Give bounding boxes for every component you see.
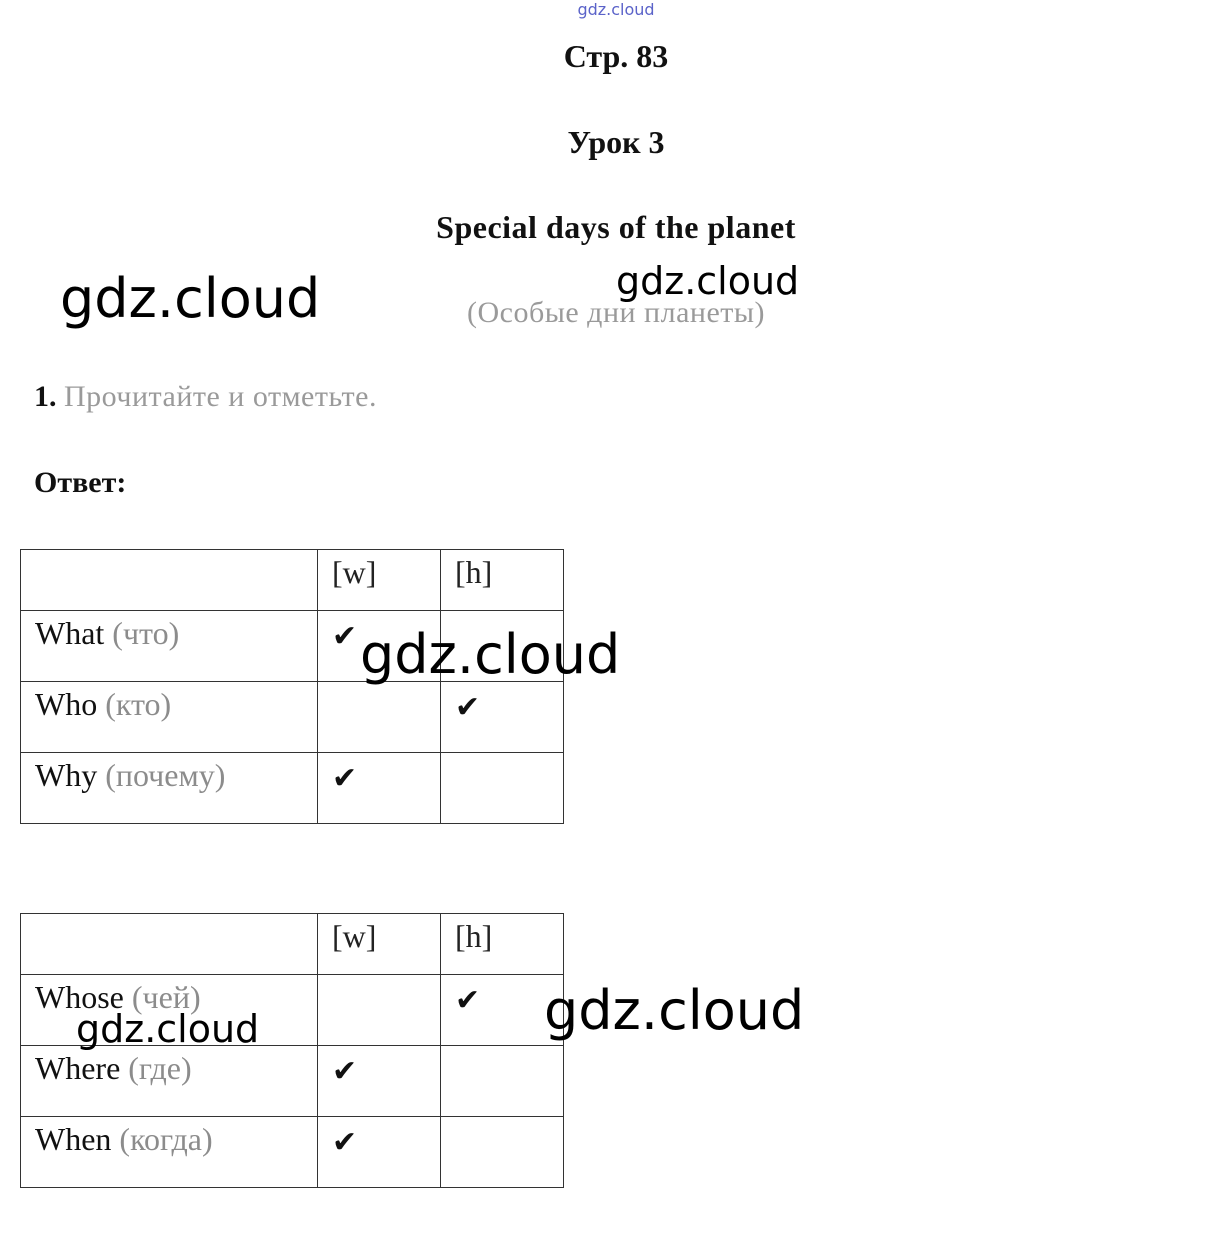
word-ru: (кто): [105, 686, 172, 722]
word-en: Who: [35, 686, 98, 722]
table-header-row: [21, 914, 564, 975]
sound-table-1: [20, 549, 564, 824]
task-instruction: [34, 380, 377, 414]
lesson-title: Урок 3: [567, 124, 665, 160]
w-cell: [318, 975, 441, 1046]
check-mark-icon: ✔: [455, 690, 481, 725]
task-number: 1.: [34, 380, 57, 413]
table-row: [21, 753, 564, 824]
word-ru: (почему): [105, 757, 226, 793]
check-mark-icon: ✔: [455, 983, 481, 1018]
word-cell: [21, 753, 318, 824]
check-mark-icon: ✔: [332, 761, 358, 796]
word-ru: (когда): [119, 1121, 213, 1157]
watermark: gdz.cloud: [60, 267, 321, 330]
topic-title: Special days of the planet: [436, 209, 796, 245]
word-en: Whose: [35, 979, 124, 1015]
h-cell: [441, 1117, 564, 1188]
check-mark-icon: ✔: [332, 1054, 358, 1089]
word-en: Why: [35, 757, 98, 793]
word-en: Where: [35, 1050, 121, 1086]
check-mark-icon: ✔: [332, 619, 358, 654]
watermark: gdz.cloud: [360, 623, 621, 686]
topic-translation: (Особые дни планеты): [466, 296, 766, 329]
table-row: [21, 682, 564, 753]
word-ru: (где): [128, 1050, 192, 1086]
check-mark-icon: [318, 975, 440, 983]
table-row: [21, 1117, 564, 1188]
header-cell-h: [h]: [441, 550, 564, 611]
check-mark-icon: ✔: [332, 1125, 358, 1160]
header-cell-w: [w]: [318, 914, 441, 975]
h-cell: [441, 682, 564, 753]
w-cell: [318, 1046, 441, 1117]
table-row: [21, 1046, 564, 1117]
watermark: gdz.cloud: [544, 979, 805, 1042]
word-ru: (что): [112, 615, 180, 651]
page-number: Стр. 83: [563, 38, 669, 74]
watermark: gdz.cloud: [76, 1007, 260, 1051]
word-cell: [21, 611, 318, 682]
word-ru: (чей): [131, 979, 201, 1015]
check-mark-icon: [441, 1046, 563, 1054]
h-cell: [441, 753, 564, 824]
top-watermark[interactable]: gdz.cloud: [577, 0, 655, 19]
answer-label: Ответ:: [34, 466, 127, 499]
header-cell-h: [h]: [441, 914, 564, 975]
task-text: Прочитайте и отметьте.: [64, 380, 377, 413]
check-mark-icon: [441, 611, 563, 619]
header-cell-empty: [21, 550, 318, 611]
check-mark-icon: [441, 753, 563, 761]
check-mark-icon: [441, 1117, 563, 1125]
word-en: When: [35, 1121, 112, 1157]
header-cell-w: [w]: [318, 550, 441, 611]
table-header-row: [21, 550, 564, 611]
word-en: What: [35, 615, 105, 651]
watermark: gdz.cloud: [616, 259, 800, 303]
w-cell: [318, 1117, 441, 1188]
word-cell: [21, 1046, 318, 1117]
w-cell: [318, 753, 441, 824]
h-cell: [441, 1046, 564, 1117]
header-cell-empty: [21, 914, 318, 975]
word-cell: [21, 682, 318, 753]
word-cell: [21, 1117, 318, 1188]
w-cell: [318, 682, 441, 753]
